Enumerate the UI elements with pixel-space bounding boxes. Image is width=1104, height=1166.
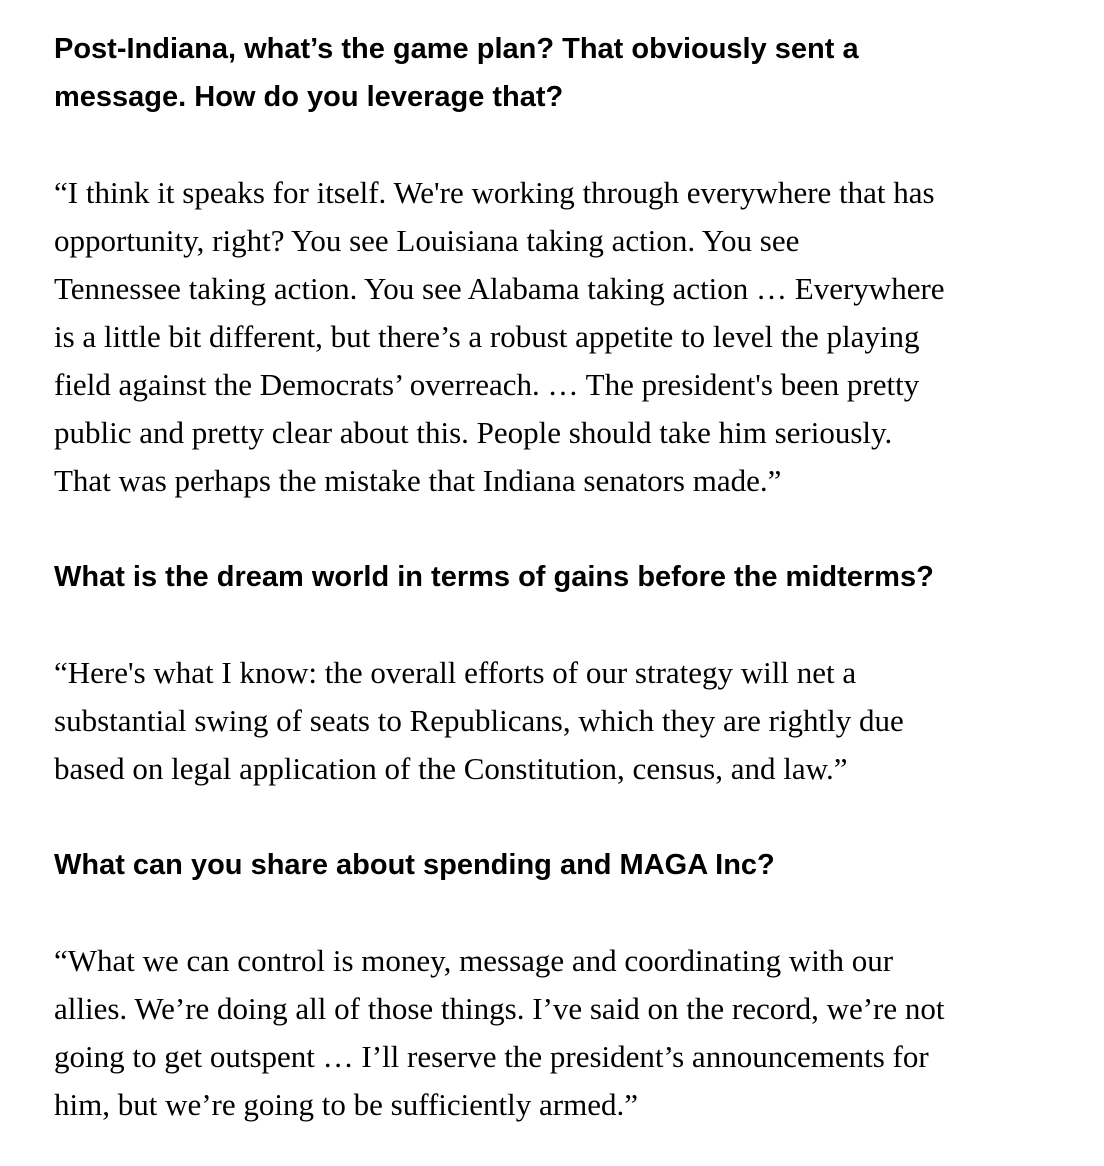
interview-question [54,553,1064,601]
answer-line: opportunity, right? You see Louisiana taking action. You see [54,223,800,258]
answer-line: public and pretty clear about this. People should take him seriously. [54,415,893,450]
answer-line: field against the Democrats’ overreach. … The president's been pretty [54,367,920,402]
answer-line: “I think it speaks for itself. We're working through everywhere that has [54,175,935,210]
interview-answer [54,937,1064,1129]
question-line: message. How do you leverage that? [54,81,564,113]
question-line: What can you share about spending and MAGA Inc? [54,849,775,881]
answer-line: him, but we’re going to be sufficiently armed.” [54,1087,638,1122]
answer-line: “What we can control is money, message and coordinating with our [54,943,894,978]
interview-question [54,841,1064,889]
answer-line: substantial swing of seats to Republicans, which they are rightly due [54,703,904,738]
interview-question [54,25,1064,121]
interview-answer [54,649,1064,793]
answer-line: going to get outspent … I’ll reserve the president’s announcements for [54,1039,929,1074]
question-line: What is the dream world in terms of gains before the midterms? [54,561,934,593]
answer-line: is a little bit different, but there’s a robust appetite to level the playing [54,319,920,354]
interview-answer [54,169,1064,505]
answer-line: That was perhaps the mistake that Indiana senators made.” [54,463,782,498]
answer-line: Tennessee taking action. You see Alabama taking action … Everywhere [54,271,945,306]
answer-line: based on legal application of the Constitution, census, and law.” [54,751,848,786]
answer-line: “Here's what I know: the overall efforts of our strategy will net a [54,655,857,690]
answer-line: allies. We’re doing all of those things. I’ve said on the record, we’re not [54,991,945,1026]
question-line: Post-Indiana, what’s the game plan? That obviously sent a [54,33,859,65]
